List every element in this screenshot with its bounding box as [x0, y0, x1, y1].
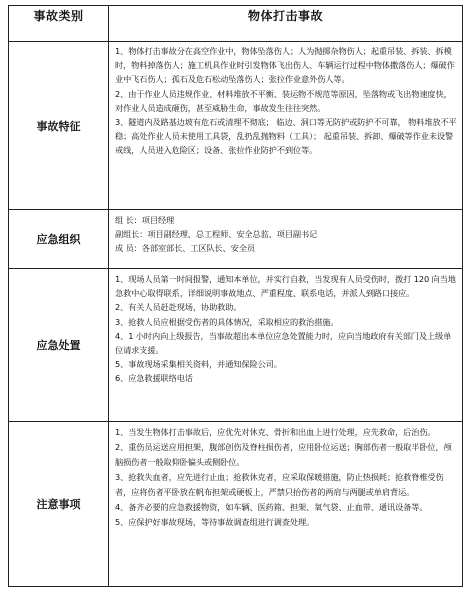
content-line: 2、由于作业人员违规作业、材料堆放不平衡、装运物不规范等原因，坠落物或飞出物速度快，对作业人员造成砸伤，甚至威胁生命，事故发生往往突然。 — [115, 88, 452, 113]
content-line: 3、隧道内及路基边坡有危石或清理不彻底； 临边、洞口等无防护或防护不可靠， 物料堆放不平稳；高处作业人员未使用工具袋，乱扔乱抛物料（工具）； 起重吊装、拆卸、爆破等作业未设警戒线，人员进入危险区；设备、张拉作业防护不到位等。 — [115, 117, 457, 156]
table-row — [9, 210, 463, 269]
header-category: 事故类别 — [9, 6, 109, 42]
accident-info-table — [8, 5, 463, 587]
row-category-precautions: 注意事项 — [9, 422, 109, 587]
content-line: 2、重伤员运送应用担架，腹部创伤及脊柱损伤者，应用卧位运送；胸部伤者一般取半卧位，颅脑损伤者一般取仰卧偏头或侧卧位。 — [115, 442, 452, 467]
content-line: 成 员：各部室部长、工区队长、安全员 — [115, 243, 255, 254]
header-accident-type: 物体打击事故 — [109, 6, 463, 42]
row-content-organization — [109, 210, 463, 269]
row-category-response: 应急处置 — [9, 269, 109, 422]
row-content-precautions — [109, 422, 463, 587]
table-row — [9, 422, 463, 587]
content-line: 4、备齐必要的应急救援物资，如车辆、医药箱、担架、氧气袋、止血带、通讯设备等。 — [115, 502, 428, 512]
content-line: 3、抢救失血者，应先进行止血；抢救休克者，应采取保暖措施，防止热损耗；抢救脊椎受伤者，应将伤者平卧放在帆布担架或硬板上，严禁只抬伤者的两肩与两腿或单肩背运。 — [115, 472, 444, 497]
row-category-organization: 应急组织 — [9, 210, 109, 269]
content-line: 5、事故现场采集相关资料，并通知保险公司。 — [115, 359, 282, 370]
table-row — [9, 42, 463, 210]
row-category-features: 事故特征 — [9, 42, 109, 210]
row-content-features — [109, 42, 463, 210]
content-line: 2、有关人员赶赴现场，协助救助。 — [115, 302, 242, 313]
content-line: 1、当发生物体打击事故后，应优先对休克、骨折和出血上进行处理，应先救命，后治伤。 — [115, 427, 436, 437]
content-line: 5、应保护好事故现场，等待事故调查组进行调查处理。 — [115, 517, 315, 527]
content-line: 副组长：项目副经理、总工程师、安全总监、项目副书记 — [115, 229, 318, 240]
row-content-response — [109, 269, 463, 422]
content-line: 1、现场人员第一时间报警，通知本单位，并实行自救，当发现有人员受伤时，拨打 120 向当地急救中心取得联系，详细说明事故地点、严重程度、联系电话，并派人到路口接应。 — [115, 274, 456, 299]
content-line: 1、物体打击事故分在高空作业中，物体坠落伤人；人为抛掷杂物伤人；起重吊装、拆装、拆模时，物料掉落伤人；施工机具作业时引发物体飞出伤人、车辆运行过程中物体撒落伤人；爆破作业中飞石伤人；孤石及危石松动坠落伤人；张拉作业意外伤人等。 — [115, 46, 455, 85]
emergency-plan-document — [8, 5, 462, 587]
content-line: 3、抢救人员应根据受伤者的具体情况，采取相应的救治措施。 — [115, 316, 339, 327]
content-line: 组 长：项目经理 — [115, 215, 175, 225]
content-line: 4、1 小时内向上级报告，当事故超出本单位应急处置能力时，应向当地政府有关部门及上级单位请求支援。 — [115, 330, 452, 356]
table-row — [9, 269, 463, 422]
content-line: 6、应急救援联络电话 — [115, 373, 193, 384]
table-header-row — [9, 6, 463, 42]
